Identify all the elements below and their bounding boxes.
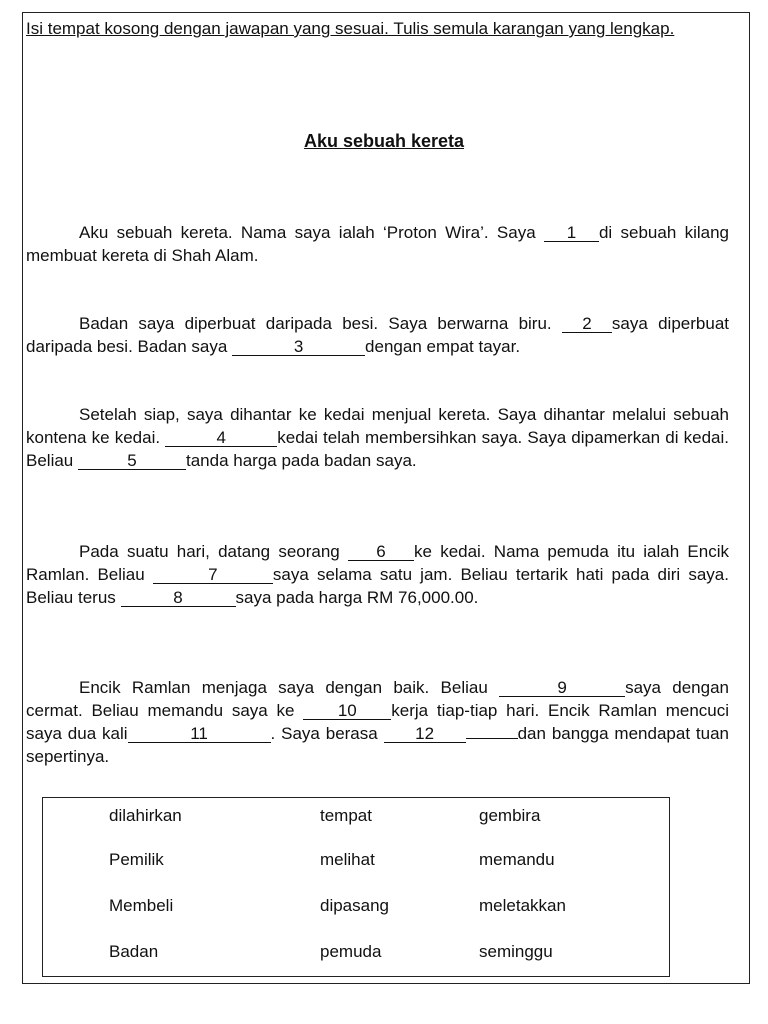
word-bank-item: Membeli	[109, 896, 174, 915]
word-bank-item: memandu	[479, 850, 555, 869]
word-bank-item: meletakkan	[479, 896, 566, 915]
word-bank-item: pemuda	[320, 942, 382, 961]
paragraph-2-text-3: dengan empat tayar.	[365, 337, 521, 356]
word-bank-item: gembira	[479, 806, 541, 825]
paragraph-5-text-1: Encik Ramlan menjaga saya dengan baik. Beliau	[79, 678, 500, 697]
paragraph-5-text-4: . Saya berasa	[270, 724, 384, 743]
blank-8: 8	[121, 589, 236, 607]
blank-5: 5	[78, 452, 186, 470]
word-bank-item: Pemilik	[109, 850, 164, 869]
paragraph-3	[26, 403, 729, 472]
word-bank-item: Badan	[109, 942, 159, 961]
blank-10: 10	[303, 702, 391, 720]
paragraph-4	[26, 540, 729, 609]
paragraph-3-text-1: Setelah siap, saya dihantar ke kedai menjual kereta. Saya dihantar melalui sebuah kontena ke kedai.	[26, 405, 729, 447]
paragraph-4-text-4: saya pada harga RM 76,000.00.	[235, 588, 479, 607]
instruction-text: Isi tempat kosong dengan jawapan yang sesuai. Tulis semula karangan yang lengkap.	[26, 19, 675, 38]
paragraph-1-text-1: Aku sebuah kereta. Nama saya ialah ‘Proton Wira’. Saya	[79, 223, 544, 242]
paragraph-2-text-2: saya diperbuat daripada besi. Badan saya	[26, 314, 729, 356]
blank-11: 11	[128, 725, 271, 743]
paragraph-4-text-2: ke kedai. Nama pemuda itu ialah Encik Ramlan. Beliau	[26, 542, 729, 584]
paragraph-4-text-1: Pada suatu hari, datang seorang	[79, 542, 348, 561]
blank-4: 4	[165, 429, 277, 447]
paragraph-4-text-3: saya selama satu jam. Beliau tertarik hati pada diri saya. Beliau terus	[26, 565, 729, 607]
blank-12: 12	[384, 725, 466, 743]
word-bank-item: tempat	[320, 806, 372, 825]
paragraph-2-text-1: Badan saya diperbuat daripada besi. Saya berwarna biru.	[79, 314, 562, 333]
paragraph-1-text-2: di sebuah kilang membuat kereta di Shah Alam.	[26, 223, 729, 265]
paragraph-3-text-2: kedai telah membersihkan saya. Saya dipamerkan di kedai. Beliau	[26, 428, 730, 470]
word-bank-item: seminggu	[479, 942, 553, 961]
paragraph-2	[26, 312, 729, 358]
paragraph-5-text-2: saya dengan cermat. Beliau memandu saya ke	[26, 678, 729, 720]
blank-9: 9	[499, 679, 625, 697]
blank-1: 1	[544, 224, 599, 242]
paragraph-5-text-5: dan bangga mendapat tuan sepertinya.	[26, 724, 729, 766]
word-bank-item: dipasang	[320, 896, 390, 915]
paragraph-1	[26, 221, 729, 267]
paragraph-3-text-3: tanda harga pada badan saya.	[185, 451, 417, 470]
blank-12-continued	[466, 738, 518, 739]
blank-3: 3	[232, 338, 365, 356]
word-bank-box	[42, 797, 670, 977]
blank-2: 2	[562, 315, 612, 333]
paragraph-5	[26, 676, 729, 768]
essay-title: Aku sebuah kereta	[303, 131, 465, 151]
word-bank-item: melihat	[320, 850, 375, 869]
blank-7: 7	[153, 566, 273, 584]
paragraph-5-text-3: kerja tiap-tiap hari. Encik Ramlan mencuci saya dua kali	[26, 701, 730, 743]
word-bank-item: dilahirkan	[109, 806, 182, 825]
blank-6: 6	[348, 543, 414, 561]
